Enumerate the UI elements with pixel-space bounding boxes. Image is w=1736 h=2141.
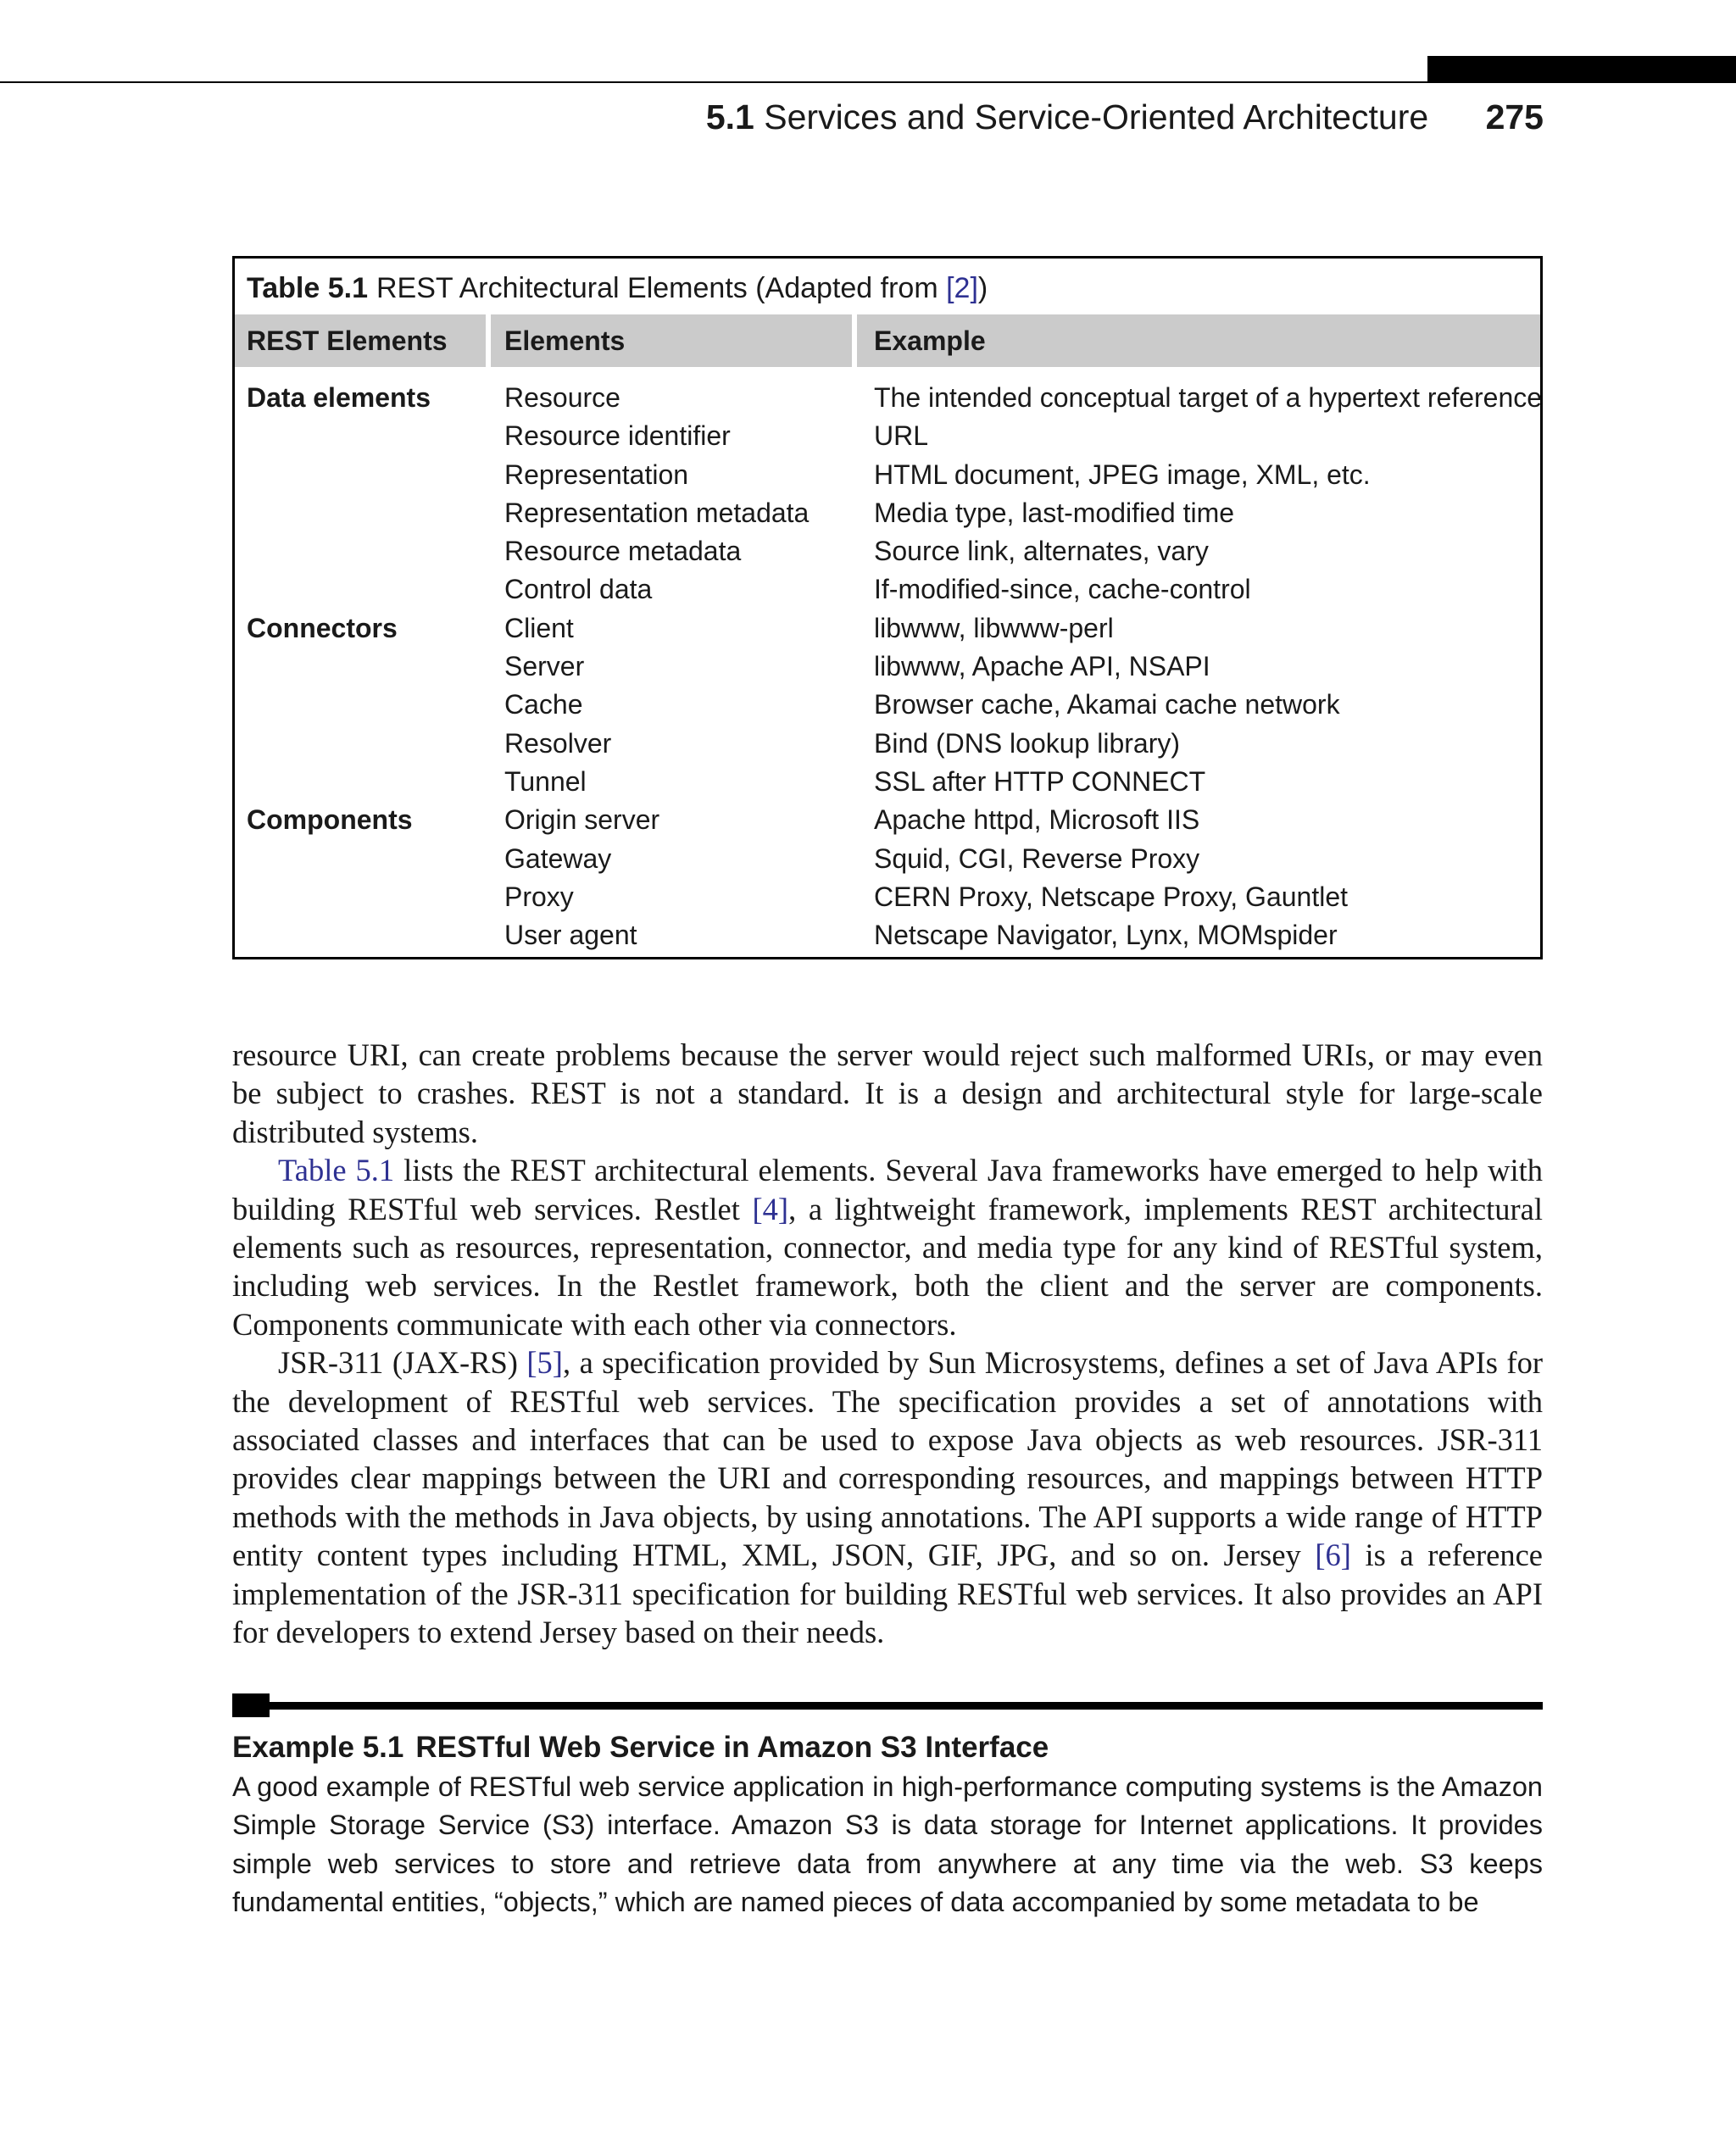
table-cell-example: Source link, alternates, vary <box>874 536 1209 567</box>
table-row <box>235 686 1540 724</box>
table-ref-link[interactable]: Table 5.1 <box>278 1153 395 1188</box>
table-row <box>235 456 1540 494</box>
table-row <box>235 532 1540 570</box>
table-cell-group: Data elements <box>247 382 431 413</box>
table-cell-element: Gateway <box>504 842 612 874</box>
table-header-row <box>235 314 1540 367</box>
table-cell-group: Connectors <box>247 612 398 643</box>
example-rule-marker <box>232 1693 270 1717</box>
table-cell-example: libwww, libwww-perl <box>874 612 1114 643</box>
table-row <box>235 878 1540 916</box>
table-row <box>235 379 1543 417</box>
table-row <box>235 801 1540 839</box>
table-cell-element: Cache <box>504 689 583 720</box>
table-cell-element: Resolver <box>504 727 612 759</box>
citation-link[interactable]: [6] <box>1315 1538 1351 1573</box>
table-cell-example: URL <box>874 420 929 452</box>
table-body <box>235 379 1543 954</box>
table-cell-example: CERN Proxy, Netscape Proxy, Gauntlet <box>874 881 1349 912</box>
example-text <box>232 1768 1543 1922</box>
table-cell-element: Resource metadata <box>504 536 742 567</box>
table-cell-element: Origin server <box>504 804 660 836</box>
table-row <box>235 494 1540 532</box>
page-number: 275 <box>1485 97 1544 136</box>
citation-link[interactable]: [5] <box>526 1345 563 1381</box>
section-number: 5.1 <box>705 97 754 136</box>
table-row <box>235 916 1540 954</box>
section-title: Services and Service-Oriented Architecture <box>764 97 1429 136</box>
table-caption <box>247 269 988 308</box>
table-cell-element: Resource <box>504 382 620 413</box>
table-row <box>235 763 1540 801</box>
header-tab-marker <box>1427 56 1736 83</box>
citation-link[interactable]: [4] <box>752 1191 789 1226</box>
paragraph-text: , a lightweight framework, implements REST architectural elements such as resources, representation, connector, and media type for any kind of RESTful system, including web services. In the Restlet framework, both the client and the server are components. Components communicate with each other via connectors. <box>232 1191 1543 1342</box>
running-head <box>706 95 1544 139</box>
table-header-cell: REST Elements <box>235 314 486 367</box>
paragraph-text: lists the REST architectural elements. Several Java frameworks have emerged to help with building RESTful web services. Restlet <box>232 1153 1543 1226</box>
table-cell-example: SSL after HTTP CONNECT <box>874 765 1206 797</box>
table-cell-element: Representation <box>504 459 689 490</box>
table-5-1 <box>232 256 1543 959</box>
table-row <box>235 840 1540 878</box>
table-cell-element: Tunnel <box>504 765 587 797</box>
table-cell-example: The intended conceptual target of a hypertext reference <box>874 382 1543 413</box>
table-cell-example: Browser cache, Akamai cache network <box>874 689 1340 720</box>
table-cell-element: Proxy <box>504 881 574 912</box>
table-caption-close: ) <box>977 272 988 304</box>
table-header-cell: Example <box>857 314 1540 367</box>
table-cell-example: libwww, Apache API, NSAPI <box>874 651 1210 682</box>
paragraph <box>232 1151 1543 1343</box>
table-cell-example: If-modified-since, cache-control <box>874 574 1251 605</box>
example-heading: RESTful Web Service in Amazon S3 Interface <box>415 1731 1049 1764</box>
table-row <box>235 570 1540 609</box>
table-cell-group: Components <box>247 804 413 836</box>
table-cell-element: Server <box>504 651 585 682</box>
paragraph-text: JSR-311 (JAX-RS) <box>278 1345 527 1381</box>
example-title <box>232 1727 1049 1768</box>
paragraph: resource URI, can create problems because the server would reject such malformed URIs, or may even be subject to crashes. REST is not a standard. It is a design and architectural style for large-scale distributed systems. <box>232 1037 1543 1149</box>
table-cell-example: Netscape Navigator, Lynx, MOMspider <box>874 920 1338 951</box>
example-rule <box>232 1702 1543 1710</box>
table-caption-label: Table 5.1 <box>247 272 368 304</box>
table-header-cell: Elements <box>491 314 852 367</box>
example-label: Example 5.1 <box>232 1731 404 1764</box>
table-row <box>235 417 1540 455</box>
table-row <box>235 609 1540 648</box>
paragraph-text: , a specification provided by Sun Microsystems, defines a set of Java APIs for the development of RESTful web services. The specification provides a set of annotations with associated classes and interfaces that can be used to expose Java objects as web resources. JSR-311 provides clear mappings between the URI and corresponding resources, and mappings between HTTP methods with the methods in Java objects, by using annotations. The API supports a wide range of HTTP entity content types including HTML, XML, JSON, GIF, JPG, and so on. Jersey <box>232 1345 1543 1573</box>
table-cell-element: Representation metadata <box>504 497 810 528</box>
table-row <box>235 725 1540 763</box>
table-caption-ref-link[interactable]: [2] <box>946 272 978 304</box>
paragraph-text: is a reference implementation of the JSR-311 specification for building RESTful web services. It also provides an API for developers to extend Jersey based on their needs. <box>232 1538 1543 1650</box>
table-cell-element: Resource identifier <box>504 420 731 452</box>
body-text <box>232 1036 1543 1652</box>
table-caption-text: REST Architectural Elements (Adapted from <box>376 272 947 304</box>
table-cell-example: HTML document, JPEG image, XML, etc. <box>874 459 1371 490</box>
table-cell-element: User agent <box>504 920 637 951</box>
paragraph <box>232 1343 1543 1651</box>
table-row <box>235 648 1540 686</box>
table-cell-example: Apache httpd, Microsoft IIS <box>874 804 1200 836</box>
table-cell-example: Media type, last-modified time <box>874 497 1235 528</box>
table-cell-example: Bind (DNS lookup library) <box>874 727 1181 759</box>
paragraph: A good example of RESTful web service application in high-performance computing systems is the Amazon Simple Storage Service (S3) interface. Amazon S3 is data storage for Internet applications. It provides simple web services to store and retrieve data from anywhere at any time via the web. S3 keeps fundamental entities, “objects,” which are named pieces of data accompanied by some metadata to be <box>232 1771 1543 1918</box>
table-cell-example: Squid, CGI, Reverse Proxy <box>874 842 1200 874</box>
table-cell-element: Control data <box>504 574 653 605</box>
table-cell-element: Client <box>504 612 574 643</box>
